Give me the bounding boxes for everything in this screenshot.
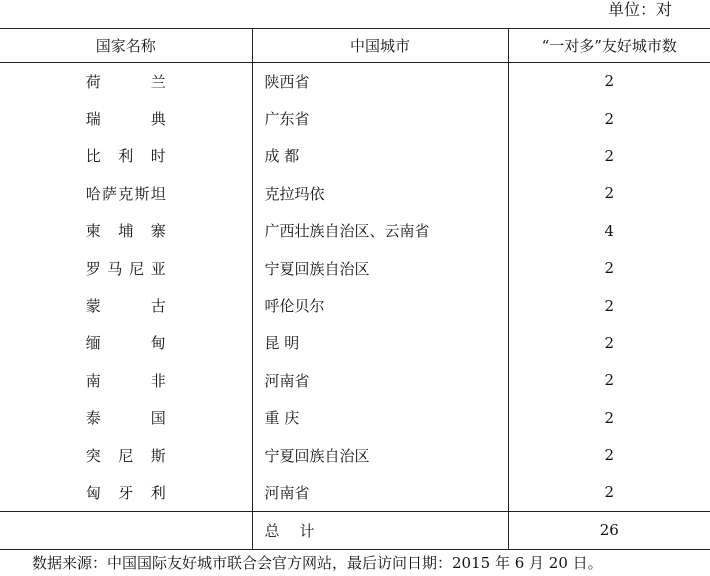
country-cell — [0, 474, 252, 511]
city-cell: 成 都 — [252, 137, 508, 174]
count-cell: 2 — [508, 63, 710, 100]
country-name: 比利时 — [85, 147, 166, 166]
country-cell — [0, 324, 252, 361]
header-country: 国家名称 — [0, 29, 252, 63]
count-cell: 2 — [508, 399, 710, 436]
country-name: 罗马尼亚 — [85, 259, 166, 278]
city-cell: 昆 明 — [252, 324, 508, 361]
table-row — [0, 324, 710, 361]
country-cell — [0, 249, 252, 286]
country-cell — [0, 100, 252, 137]
total-value-cell: 26 — [508, 511, 710, 549]
header-city: 中国城市 — [252, 29, 508, 63]
total-row — [0, 511, 710, 549]
sister-city-table — [0, 28, 710, 550]
city-cell: 呼伦贝尔 — [252, 287, 508, 324]
country-cell — [0, 212, 252, 249]
country-cell — [0, 137, 252, 174]
table-header — [0, 29, 710, 63]
unit-label: 单位：对 — [607, 0, 672, 19]
city-cell: 宁夏回族自治区 — [252, 249, 508, 286]
count-cell: 2 — [508, 324, 710, 361]
count-cell: 2 — [508, 100, 710, 137]
count-cell: 2 — [508, 436, 710, 473]
table-row — [0, 399, 710, 436]
count-cell: 2 — [508, 474, 710, 511]
city-cell: 宁夏回族自治区 — [252, 436, 508, 473]
country-name: 蒙古 — [85, 297, 166, 316]
country-name: 缅甸 — [85, 334, 166, 353]
table-row — [0, 436, 710, 473]
total-empty-cell — [0, 511, 252, 549]
total-label: 总计 — [264, 521, 315, 540]
city-cell: 克拉玛依 — [252, 175, 508, 212]
table-row — [0, 287, 710, 324]
table-row — [0, 63, 710, 100]
city-cell: 陕西省 — [252, 63, 508, 100]
country-name: 匈牙利 — [85, 483, 166, 502]
table-row — [0, 175, 710, 212]
country-name: 瑞典 — [85, 110, 166, 129]
count-cell: 2 — [508, 362, 710, 399]
source-note: 数据来源：中国国际友好城市联合会官方网站，最后访问日期：2015 年 6 月 20 日。 — [32, 554, 603, 572]
country-name: 突尼斯 — [85, 446, 166, 465]
total-label-cell — [252, 511, 508, 549]
country-name: 荷兰 — [85, 72, 166, 91]
city-cell: 河南省 — [252, 362, 508, 399]
table-row — [0, 137, 710, 174]
table-body — [0, 63, 710, 550]
country-name: 南非 — [85, 371, 166, 390]
table-row — [0, 100, 710, 137]
country-cell — [0, 362, 252, 399]
count-cell: 2 — [508, 249, 710, 286]
count-cell: 2 — [508, 137, 710, 174]
city-cell: 重 庆 — [252, 399, 508, 436]
country-cell — [0, 436, 252, 473]
city-cell: 广东省 — [252, 100, 508, 137]
country-cell — [0, 287, 252, 324]
table-row — [0, 249, 710, 286]
count-cell: 2 — [508, 175, 710, 212]
count-cell: 4 — [508, 212, 710, 249]
country-cell — [0, 175, 252, 212]
country-cell — [0, 399, 252, 436]
country-name: 柬埔寨 — [85, 222, 166, 241]
table-row — [0, 212, 710, 249]
city-cell: 河南省 — [252, 474, 508, 511]
country-name: 泰国 — [85, 409, 166, 428]
table-row — [0, 362, 710, 399]
sister-city-table-container — [0, 28, 710, 550]
header-count: “一对多”友好城市数 — [508, 29, 710, 63]
table-row — [0, 474, 710, 511]
count-cell: 2 — [508, 287, 710, 324]
city-cell: 广西壮族自治区、云南省 — [252, 212, 508, 249]
country-name: 哈萨克斯坦 — [85, 184, 166, 203]
country-cell — [0, 63, 252, 100]
